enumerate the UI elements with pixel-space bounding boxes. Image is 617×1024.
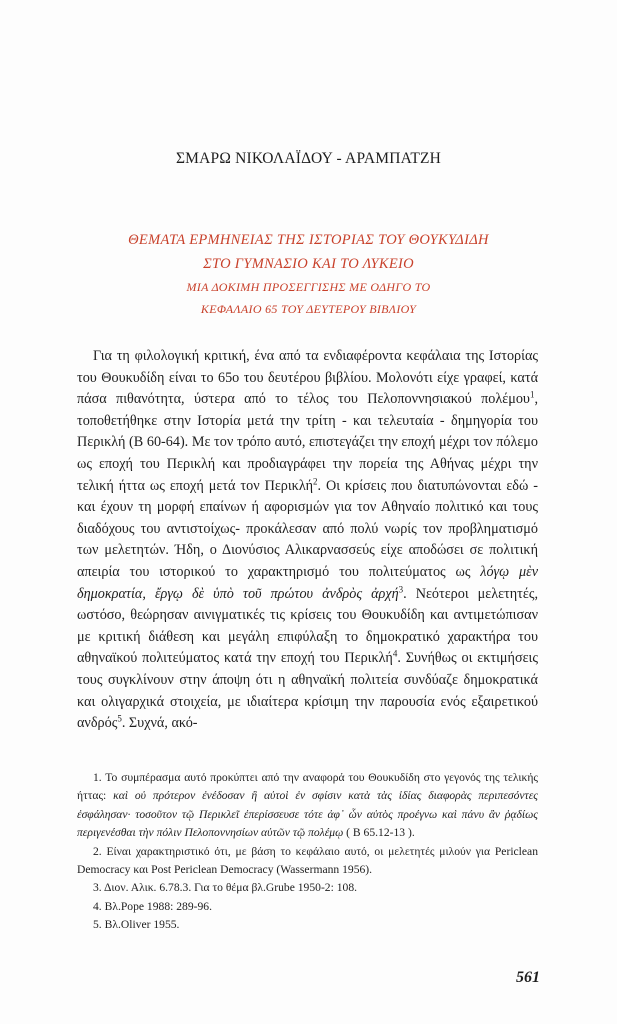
body-text-2: , τοποθετήθηκε στην Ιστορία μετά την τρίτη - και τελευταία - δημηγορία του Περικλή (Β 60-64). Με τον τρόπο αυτό, επιστεγάζει την εποχή μέχρι τον πόλεμο ως εποχή του Περικλή και προδιαγράφει την πορεία της Αθήνας μέχρι την τελική ήττα ως εποχή μετά τον Περικλή xyxy=(77,391,538,494)
footnotes xyxy=(77,769,538,935)
footnote-ref-5: 5 xyxy=(117,713,122,724)
footnote-ref-2: 2 xyxy=(313,475,318,486)
body-text-1: Για τη φιλολογική κριτική, ένα από τα ενδιαφέροντα κεφάλαια της Ιστορίας του Θουκυδίδη είναι το 65ο του δευτέρου βιβλίου. Μολονότι είχε γραφεί, κατά πάσα πιθανότητα, ύστερα από το τέλος του Πελοποννησιακού πολέμου xyxy=(77,348,538,408)
footnote-3: 3. Διον. Αλικ. 6.78.3. Για το θέμα βλ.Grube 1950-2: 108. xyxy=(93,881,358,895)
footnote-ref-4: 4 xyxy=(392,648,398,659)
footnote-ref-3: 3 xyxy=(398,583,404,594)
footnote-2: 2. Είναι χαρακτηριστικό ότι, με βάση το κεφάλαιο αυτό, οι μελετητές μιλούν για Periclean Democracy και Post Periclean Democracy (Wassermann 1956). xyxy=(77,844,538,877)
body-text-3: . Οι κρίσεις που διατυπώνονται εδώ - και έχουν τη μορφή επαίνων ή αφορισμών για τον Αθηναίο πολιτικό και τους διαδόχους του αντιστοίχως- προκάλεσαν από πολύ νωρίς τον προβληματισμό των μελετητών. Ήδη, ο Διονύσιος Αλικαρνασσεύς είχε αποδώσει σε πολιτική απειρία του ιστορικού το χαρακτηρισμό του πολιτεύματος ως xyxy=(77,477,538,580)
footnote-1-quote: καὶ οὐ πρότερον ἐνέδοσαν ἢ αὐτοὶ ἐν σφίσιν κατὰ τὰς ἰδίας διαφορὰς περιπεσόντες ἐσφάλησαν· τοσοῦτον τῷ Περικλεῖ ἐπερίσσευσε τότε ἀφ᾽ ὧν αὐτὸς προέγνω καὶ πάνυ ἂν ῥᾳδίως περιγενέσθαι τὴν πόλιν Πελοποννησίων αὐτῶν τῷ πολέμῳ xyxy=(77,789,538,840)
page-number: 561 xyxy=(516,969,540,986)
title-line-1: ΘΕΜΑΤΑ ΕΡΜΗΝΕΙΑΣ ΤΗΣ ΙΣΤΟΡΙΑΣ ΤΟΥ ΘΟΥΚΥΔΙΔΗ xyxy=(128,232,489,248)
author-name: ΣΜΑΡΩ ΝΙΚΟΛΑΪΔΟΥ - ΑΡΑΜΠΑΤΖΗ xyxy=(175,150,442,167)
body-text-5: . Συνήθως οι εκτιμήσεις τους συγκλίνουν στην άποψη ότι η αθηναϊκή πολιτεία συνδύαζε δημοκρατικά και ολιγαρχικά στοιχεία, με ιδιαίτερα κρίσιμη την παρουσία ενός εξαιρετικού ανδρός xyxy=(77,650,538,732)
article-title-block xyxy=(0,228,617,320)
body-text-6: . Συχνά, ακό- xyxy=(121,715,198,732)
footnote-4: 4. Βλ.Pope 1988: 289-96. xyxy=(93,899,212,913)
subtitle-line-1: ΜΙΑ ΔΟΚΙΜΗ ΠΡΟΣΕΓΓΙΣΗΣ ΜΕ ΟΔΗΓΟ ΤΟ xyxy=(186,280,431,294)
greek-quote: λόγῳ μὲν δημοκρατία, ἔργῳ δὲ ὑπὸ τοῦ πρώτου ἀνδρὸς ἀρχή xyxy=(77,563,538,602)
subtitle-line-2: ΚΕΦΑΛΑΙΟ 65 ΤΟΥ ΔΕΥΤΕΡΟΥ ΒΙΒΛΙΟΥ xyxy=(200,302,417,316)
footnote-1 xyxy=(77,769,538,843)
footnote-5: 5. Βλ.Oliver 1955. xyxy=(93,918,180,932)
footnote-1-text: 1. Το συμπέρασμα αυτό προκύπτει από την αναφορά του Θουκυδίδη στο γεγονός της τελικής ήττας: xyxy=(77,771,538,803)
title-line-2: ΣΤΟ ΓΥΜΝΑΣΙΟ ΚΑΙ ΤΟ ΛΥΚΕΙΟ xyxy=(203,256,414,272)
footnote-1-ref: ( Β 65.12-13 ). xyxy=(343,826,415,840)
body-text-4: . Νεότεροι μελετητές, ωστόσο, θεώρησαν αινιγματικές τις κρίσεις του Θουκυδίδη και αντιμετώπισαν με κριτική διάθεση και μεγάλη επιφύλαξη το δημοκρατικό χαρακτήρα του αθηναϊκού πολιτεύματος κατά την εποχή του Περικλή xyxy=(77,585,539,667)
paragraph xyxy=(77,346,538,735)
body-paragraph xyxy=(77,346,538,735)
footnote-ref-1: 1 xyxy=(529,389,535,400)
